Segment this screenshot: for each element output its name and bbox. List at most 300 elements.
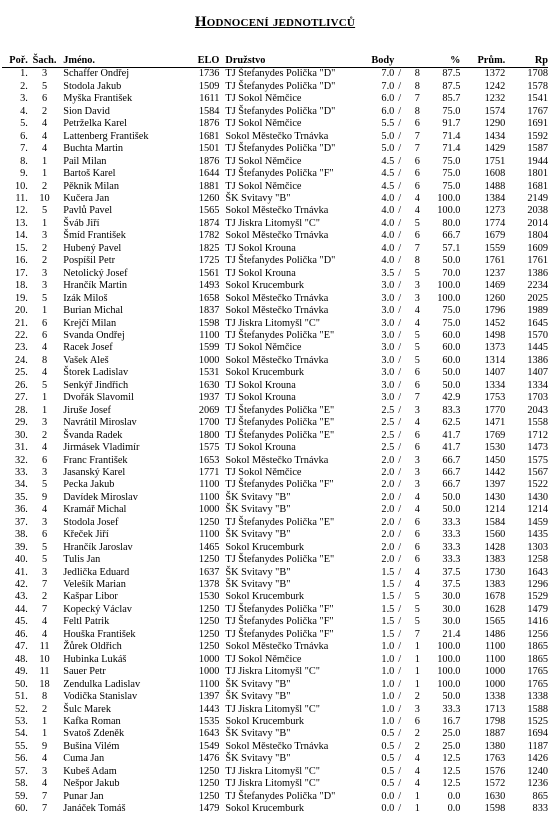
cell-body: 0.5 [381, 778, 395, 790]
cell-body: 2.0 [381, 554, 395, 566]
cell-sach: 10 [39, 653, 50, 665]
cell-prum: 1290 [484, 118, 506, 130]
cell-games: 4 [414, 192, 420, 204]
cell-slash: / [398, 491, 402, 503]
cell-team: TJ Sokol Němčice [225, 93, 302, 105]
cell-elo: 1100 [199, 491, 220, 503]
cell-rp: 1767 [527, 105, 548, 117]
cell-name: Hubený Pavel [63, 242, 122, 254]
cell-body: 5.0 [381, 130, 395, 142]
cell-pct: 25.0 [442, 740, 461, 752]
cell-elo: 1250 [198, 765, 220, 777]
cell-slash: / [398, 143, 402, 155]
cell-name: Kubeš Adam [63, 765, 117, 777]
cell-elo: 1644 [198, 168, 220, 180]
page-title-text: Hodnocení jednotlivců [194, 14, 356, 30]
cell-rp: 1765 [527, 678, 548, 690]
cell-elo: 1800 [198, 429, 220, 441]
cell-rp: 1525 [527, 716, 548, 728]
cell-team: TJ Štefanydes Polička "D" [225, 105, 336, 117]
cell-games: 4 [414, 417, 420, 429]
cell-pct: 75.0 [442, 168, 461, 180]
cell-pct: 37.5 [442, 566, 461, 578]
cell-body: 3.0 [381, 367, 395, 379]
cell-sach: 5 [41, 80, 48, 92]
cell-elo: 2069 [198, 404, 220, 416]
cell-prum: 1486 [484, 628, 506, 640]
cell-prum: 1442 [484, 466, 506, 478]
cell-slash: / [398, 566, 402, 578]
cell-games: 6 [414, 442, 420, 454]
cell-games: 4 [414, 205, 420, 217]
cell-body: 0.5 [381, 765, 395, 777]
cell-prum: 1260 [484, 292, 506, 304]
table-row [2, 741, 548, 753]
cell-pct: 100.0 [437, 678, 461, 690]
table-row [2, 791, 548, 803]
cell-games: 3 [414, 404, 420, 416]
cell-team: Sokol Městečko Trnávka [225, 641, 329, 653]
cell-elo: 1000 [198, 653, 220, 665]
cell-sach: 3 [41, 566, 48, 578]
table-row [2, 330, 548, 342]
cell-games: 4 [414, 579, 420, 591]
cell-body: 4.0 [381, 217, 395, 229]
cell-elo: 1250 [198, 778, 220, 790]
cell-slash: / [398, 641, 402, 653]
cell-body: 1.5 [381, 566, 395, 578]
cell-elo: 1260 [198, 192, 220, 204]
cell-por: 27. [15, 392, 28, 404]
cell-sach: 5 [41, 205, 48, 217]
cell-elo: 1825 [198, 242, 220, 254]
cell-rp: 1681 [527, 180, 548, 192]
cell-sach: 5 [41, 292, 48, 304]
cell-slash: / [398, 790, 402, 802]
cell-slash: / [398, 342, 402, 354]
cell-elo: 1575 [198, 442, 220, 454]
cell-name: Svatoš Zdeněk [63, 728, 125, 740]
cell-name: Cuma Jan [63, 753, 105, 765]
cell-elo: 1637 [198, 566, 220, 578]
cell-prum: 1407 [484, 367, 506, 379]
cell-team: Sokol Krucemburk [225, 367, 305, 379]
cell-body: 1.0 [381, 653, 395, 665]
cell-por: 22. [15, 329, 28, 341]
cell-prum: 1273 [484, 205, 506, 217]
cell-rp: 1804 [527, 230, 548, 242]
cell-name: Kramář Michal [63, 504, 127, 516]
cell-elo: 1530 [198, 591, 220, 603]
cell-pct: 33.3 [442, 703, 461, 715]
header-body: Body [371, 55, 395, 66]
table-row [2, 504, 548, 516]
table-row [2, 542, 548, 554]
cell-por: 38. [15, 529, 28, 541]
cell-prum: 1237 [484, 267, 506, 279]
cell-rp: 1712 [527, 429, 548, 441]
cell-pct: 62.5 [442, 417, 461, 429]
cell-body: 2.0 [381, 466, 395, 478]
cell-pct: 37.5 [442, 579, 461, 591]
table-row [2, 380, 548, 392]
cell-name: Kašpar Libor [63, 591, 118, 603]
cell-games: 5 [414, 616, 420, 628]
cell-elo: 1736 [198, 68, 220, 80]
cell-name: Burian Michal [63, 305, 123, 317]
cell-sach: 4 [41, 342, 48, 354]
cell-pct: 50.0 [442, 379, 461, 391]
cell-elo: 1100 [199, 529, 220, 541]
cell-rp: 1587 [527, 143, 548, 155]
table-row [2, 205, 548, 217]
cell-rp: 833 [532, 803, 548, 815]
cell-elo: 1565 [198, 205, 220, 217]
table-row [2, 93, 548, 105]
cell-slash: / [398, 740, 402, 752]
table-row [2, 293, 548, 305]
table-row [2, 417, 548, 429]
cell-pct: 100.0 [437, 653, 461, 665]
cell-games: 8 [414, 255, 420, 267]
cell-por: 31. [15, 442, 28, 454]
cell-slash: / [398, 616, 402, 628]
cell-body: 3.0 [381, 379, 395, 391]
cell-team: TJ Štefanydes Polička "D" [225, 790, 336, 802]
cell-games: 4 [414, 491, 420, 503]
cell-por: 16. [15, 255, 28, 267]
cell-sach: 3 [41, 230, 48, 242]
cell-games: 4 [414, 765, 420, 777]
cell-games: 3 [414, 292, 420, 304]
table-row [2, 604, 548, 616]
cell-team: ŠK Svitavy "B" [225, 504, 291, 516]
cell-body: 3.0 [381, 354, 395, 366]
cell-name: Kopecký Václav [63, 603, 132, 615]
table-row [2, 691, 548, 703]
cell-team: TJ Štefanydes Polička "E" [225, 417, 335, 429]
cell-prum: 1100 [485, 653, 506, 665]
cell-slash: / [398, 516, 402, 528]
cell-por: 1. [20, 68, 28, 80]
table-row [2, 131, 548, 143]
cell-body: 1.0 [381, 666, 395, 678]
cell-name: Bartoš Karel [63, 168, 116, 180]
cell-elo: 1100 [199, 678, 220, 690]
cell-games: 6 [414, 554, 420, 566]
table-row [2, 355, 548, 367]
header-rp: Rp [505, 55, 548, 68]
cell-rp: 1386 [527, 354, 548, 366]
cell-prum: 1730 [484, 566, 506, 578]
cell-body: 2.5 [381, 404, 395, 416]
cell-elo: 1599 [198, 342, 220, 354]
cell-body: 0.5 [381, 740, 395, 752]
cell-por: 5. [20, 118, 28, 130]
cell-por: 37. [15, 516, 28, 528]
cell-pct: 50.0 [442, 367, 461, 379]
cell-name: Stodola Jakub [63, 80, 122, 92]
cell-por: 29. [15, 417, 28, 429]
cell-team: TJ Sokol Němčice [225, 180, 302, 192]
cell-elo: 1549 [198, 740, 220, 752]
header-sach: Šach. [32, 55, 57, 66]
cell-games: 2 [414, 691, 420, 703]
cell-team: Sokol Krucemburk [225, 803, 305, 815]
cell-pct: 66.7 [442, 230, 461, 242]
cell-prum: 1430 [484, 491, 506, 503]
cell-body: 5.0 [381, 143, 395, 155]
cell-rp: 1407 [527, 367, 548, 379]
cell-por: 24. [15, 354, 28, 366]
cell-name: Lattenberg František [63, 130, 149, 142]
cell-slash: / [398, 466, 402, 478]
cell-games: 1 [414, 790, 420, 802]
cell-name: Petrželka Karel [63, 118, 127, 130]
table-row [2, 704, 548, 716]
cell-slash: / [398, 653, 402, 665]
cell-sach: 1 [41, 404, 48, 416]
cell-prum: 1488 [484, 180, 506, 192]
cell-por: 7. [20, 143, 28, 155]
cell-slash: / [398, 579, 402, 591]
cell-elo: 1250 [198, 790, 220, 802]
cell-elo: 1561 [198, 267, 220, 279]
cell-prum: 1761 [484, 255, 506, 267]
cell-pct: 33.3 [442, 516, 461, 528]
cell-sach: 9 [41, 740, 48, 752]
cell-por: 50. [15, 678, 28, 690]
cell-team: ŠK Svitavy "B" [225, 753, 291, 765]
cell-sach: 7 [41, 579, 48, 591]
cell-rp: 2149 [527, 192, 548, 204]
table-row [2, 181, 548, 193]
cell-prum: 1753 [484, 392, 506, 404]
cell-por: 4. [20, 105, 28, 117]
cell-sach: 7 [41, 803, 48, 815]
table-row [2, 554, 548, 566]
cell-sach: 7 [41, 603, 48, 615]
cell-team: ŠK Svitavy "B" [225, 728, 291, 740]
cell-por: 26. [15, 379, 28, 391]
cell-games: 6 [414, 118, 420, 130]
cell-team: TJ Jiskra Litomyšl "C" [225, 666, 320, 678]
cell-prum: 1372 [484, 68, 506, 80]
cell-elo: 1535 [198, 716, 220, 728]
cell-games: 6 [414, 367, 420, 379]
cell-body: 3.0 [381, 329, 395, 341]
cell-por: 58. [15, 778, 28, 790]
cell-prum: 1774 [484, 217, 506, 229]
cell-team: ŠK Svitavy "B" [225, 579, 291, 591]
cell-name: Navrátil Miroslav [63, 417, 137, 429]
cell-sach: 6 [41, 454, 48, 466]
cell-rp: 1708 [527, 68, 548, 80]
cell-team: TJ Sokol Krouna [225, 392, 296, 404]
cell-por: 2. [20, 80, 28, 92]
cell-prum: 1763 [484, 753, 506, 765]
cell-por: 36. [15, 504, 28, 516]
cell-prum: 1498 [484, 329, 506, 341]
cell-body: 2.5 [381, 429, 395, 441]
cell-body: 2.5 [381, 417, 395, 429]
cell-prum: 1608 [484, 168, 506, 180]
cell-rp: 865 [532, 790, 548, 802]
cell-team: TJ Jiskra Litomyšl "C" [225, 317, 320, 329]
cell-sach: 4 [41, 442, 48, 454]
cell-slash: / [398, 417, 402, 429]
cell-team: ŠK Svitavy "B" [225, 192, 291, 204]
cell-por: 40. [15, 554, 28, 566]
cell-games: 7 [414, 392, 420, 404]
table-row [2, 616, 548, 628]
cell-por: 20. [15, 305, 28, 317]
cell-body: 2.0 [381, 454, 395, 466]
cell-games: 6 [414, 429, 420, 441]
cell-pct: 50.0 [442, 504, 461, 516]
cell-por: 60. [15, 803, 28, 815]
cell-team: ŠK Svitavy "B" [225, 566, 291, 578]
cell-slash: / [398, 130, 402, 142]
cell-games: 1 [414, 666, 420, 678]
cell-slash: / [398, 68, 402, 80]
cell-name: Krejčí Milan [63, 317, 117, 329]
cell-games: 8 [414, 105, 420, 117]
cell-body: 3.0 [381, 280, 395, 292]
cell-sach: 2 [41, 255, 48, 267]
cell-rp: 1570 [527, 329, 548, 341]
cell-pct: 30.0 [442, 616, 461, 628]
cell-prum: 1565 [484, 616, 506, 628]
cell-por: 44. [15, 603, 28, 615]
cell-rp: 1541 [527, 93, 548, 105]
table-body [2, 68, 548, 816]
table-row [2, 342, 548, 354]
cell-rp: 1588 [527, 703, 548, 715]
cell-slash: / [398, 429, 402, 441]
cell-pct: 75.0 [442, 305, 461, 317]
table-row [2, 118, 548, 130]
cell-por: 3. [20, 93, 28, 105]
cell-sach: 2 [41, 703, 48, 715]
cell-prum: 1560 [484, 529, 506, 541]
cell-games: 5 [414, 591, 420, 603]
cell-pct: 100.0 [437, 666, 461, 678]
cell-team: TJ Štefanydes Polička "D" [225, 143, 336, 155]
cell-rp: 1334 [527, 379, 548, 391]
cell-slash: / [398, 267, 402, 279]
cell-sach: 4 [41, 616, 48, 628]
table-row [2, 143, 548, 155]
table-row [2, 255, 548, 267]
cell-body: 1.5 [381, 628, 395, 640]
cell-elo: 1397 [198, 691, 220, 703]
cell-team: TJ Jiskra Litomyšl "C" [225, 778, 320, 790]
cell-rp: 1303 [527, 541, 548, 553]
cell-slash: / [398, 765, 402, 777]
cell-body: 2.0 [381, 516, 395, 528]
cell-sach: 11 [39, 666, 50, 678]
cell-games: 6 [414, 529, 420, 541]
cell-sach: 5 [41, 541, 48, 553]
cell-por: 14. [15, 230, 28, 242]
cell-team: ŠK Svitavy "B" [225, 678, 291, 690]
cell-pct: 87.5 [442, 68, 461, 80]
cell-sach: 9 [41, 491, 48, 503]
cell-games: 6 [414, 168, 420, 180]
cell-por: 35. [15, 491, 28, 503]
cell-body: 4.0 [381, 230, 395, 242]
cell-body: 4.0 [381, 192, 395, 204]
cell-rp: 1473 [527, 442, 548, 454]
table-row [2, 168, 548, 180]
cell-team: TJ Štefanydes Polička "F" [225, 603, 334, 615]
cell-games: 6 [414, 516, 420, 528]
cell-sach: 10 [39, 192, 50, 204]
cell-por: 55. [15, 740, 28, 752]
cell-pct: 100.0 [437, 641, 461, 653]
cell-body: 2.0 [381, 541, 395, 553]
cell-slash: / [398, 442, 402, 454]
cell-pct: 12.5 [442, 753, 461, 765]
cell-name: Pail Milan [63, 155, 107, 167]
cell-por: 53. [15, 716, 28, 728]
cell-por: 18. [15, 280, 28, 292]
cell-games: 5 [414, 267, 420, 279]
cell-por: 25. [15, 367, 28, 379]
cell-prum: 1559 [484, 242, 506, 254]
cell-name: Sion David [63, 105, 110, 117]
cell-rp: 1236 [527, 778, 548, 790]
cell-rp: 1430 [527, 491, 548, 503]
cell-pct: 75.0 [442, 105, 461, 117]
cell-team: TJ Štefanydes Polička "E" [225, 404, 335, 416]
cell-body: 4.0 [381, 242, 395, 254]
cell-prum: 1334 [484, 379, 506, 391]
cell-name: Křeček Jiří [63, 529, 109, 541]
cell-games: 5 [414, 217, 420, 229]
cell-name: Pavlů Pavel [63, 205, 113, 217]
cell-games: 1 [414, 641, 420, 653]
cell-games: 6 [414, 541, 420, 553]
cell-por: 21. [15, 317, 28, 329]
cell-slash: / [398, 280, 402, 292]
cell-elo: 1100 [199, 479, 220, 491]
cell-name: Svanda Ondřej [63, 329, 125, 341]
cell-por: 34. [15, 479, 28, 491]
cell-body: 1.0 [381, 678, 395, 690]
cell-pct: 60.0 [442, 354, 461, 366]
cell-prum: 1770 [484, 404, 506, 416]
cell-slash: / [398, 379, 402, 391]
cell-elo: 1681 [198, 130, 220, 142]
cell-prum: 1429 [484, 143, 506, 155]
cell-elo: 1465 [198, 541, 220, 553]
cell-name: Houška František [63, 628, 136, 640]
cell-sach: 4 [41, 504, 48, 516]
cell-games: 4 [414, 566, 420, 578]
cell-prum: 1242 [484, 80, 506, 92]
cell-rp: 1529 [527, 591, 548, 603]
cell-team: Sokol Městečko Trnávka [225, 205, 329, 217]
cell-name: Pěknik Milan [63, 180, 119, 192]
cell-sach: 2 [41, 105, 48, 117]
cell-rp: 1187 [527, 740, 548, 752]
cell-por: 32. [15, 454, 28, 466]
cell-games: 2 [414, 728, 420, 740]
cell-sach: 3 [41, 765, 48, 777]
table-row [2, 392, 548, 404]
